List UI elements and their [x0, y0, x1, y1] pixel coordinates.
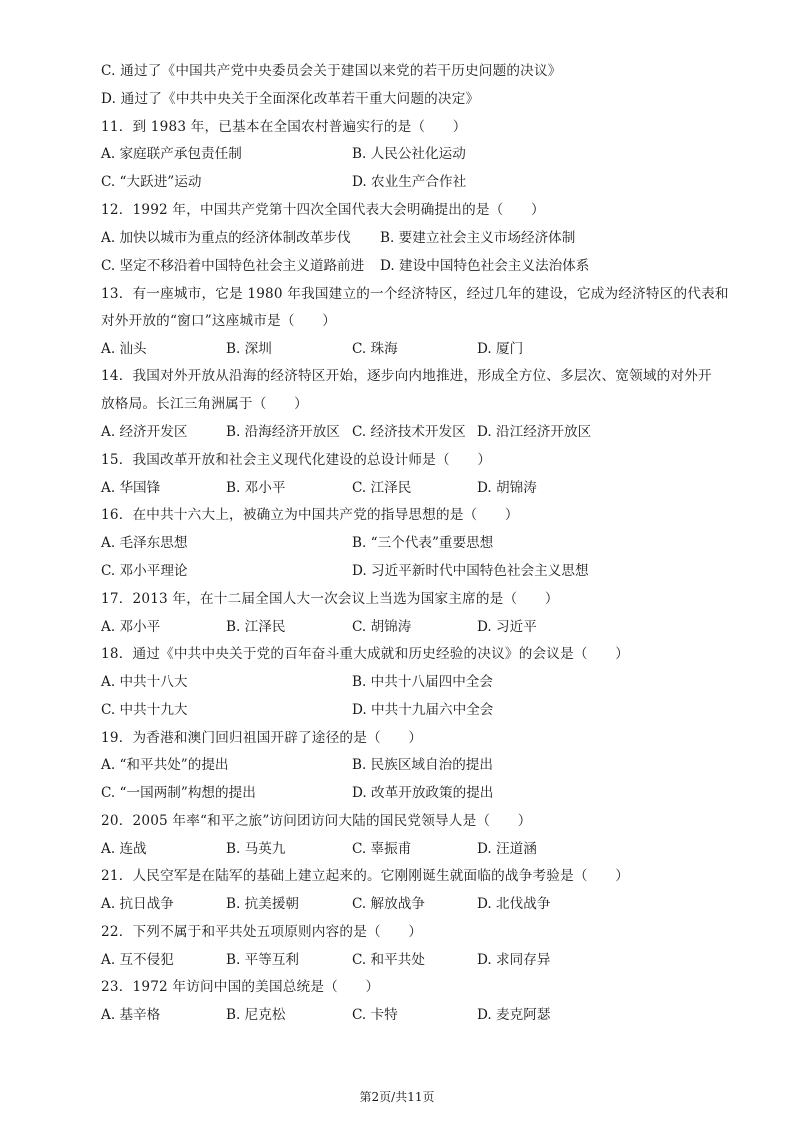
- q20-option-d: D. 汪道涵: [477, 841, 537, 857]
- q22-option-c: C. 和平共处: [352, 952, 425, 968]
- q14-option-b: B. 沿海经济开放区: [226, 424, 340, 440]
- q11-option-b: B. 人民公社化运动: [352, 146, 466, 162]
- q17-option-d: D. 习近平: [477, 619, 537, 635]
- q19-option-b: B. 民族区域自治的提出: [352, 757, 493, 773]
- q22-option-a: A. 互不侵犯: [101, 952, 174, 968]
- q19-option-c: C. “一国两制”构想的提出: [101, 785, 256, 801]
- q16-option-c: C. 邓小平理论: [101, 563, 188, 579]
- question-13: 13．有一座城市，它是 1980 年我国建立的一个经济特区，经过几年的建设，它成为经济特区的代表和: [101, 286, 729, 302]
- question-16: 16．在中共十六大上，被确立为中国共产党的指导思想的是（ ）: [101, 507, 519, 523]
- q17-option-b: B. 江泽民: [226, 619, 286, 635]
- q23-option-c: C. 卡特: [352, 1007, 398, 1023]
- q18-option-b: B. 中共十八届四中全会: [352, 674, 493, 690]
- q20-option-c: C. 辜振甫: [352, 841, 412, 857]
- q12-option-b: B. 要建立社会主义市场经济体制: [380, 230, 576, 246]
- q14-option-a: A. 经济开发区: [101, 424, 188, 440]
- q18-option-a: A. 中共十八大: [101, 674, 188, 690]
- question-14: 14．我国对外开放从沿海的经济特区开始，逐步向内地推进，形成全方位、多层次、宽领域的对外开: [101, 368, 712, 384]
- question-15: 15．我国改革开放和社会主义现代化建设的总设计师是（ ）: [101, 452, 492, 468]
- question-22: 22．下列不属于和平共处五项原则内容的是（ ）: [101, 924, 423, 940]
- q12-option-a: A. 加快以城市为重点的经济体制改革步伐: [101, 230, 351, 246]
- q13-option-d: D. 厦门: [477, 341, 524, 357]
- question-23: 23．1972 年访问中国的美国总统是（ ）: [101, 979, 380, 995]
- question-12: 12．1992 年，中国共产党第十四次全国代表大会明确提出的是（ ）: [101, 202, 545, 218]
- page-number-footer: 第2页/共11页: [359, 1090, 435, 1104]
- q15-option-c: C. 江泽民: [352, 480, 412, 496]
- q13-option-b: B. 深圳: [226, 341, 272, 357]
- q21-option-b: B. 抗美援朝: [226, 896, 300, 912]
- q21-option-c: C. 解放战争: [352, 896, 425, 912]
- q16-option-b: B. “三个代表”重要思想: [352, 535, 494, 551]
- question-14-cont: 放格局。长江三角洲属于（ ）: [101, 396, 308, 412]
- q16-option-a: A. 毛泽东思想: [101, 535, 188, 551]
- q14-option-c: C. 经济技术开发区: [352, 424, 466, 440]
- q23-option-d: D. 麦克阿瑟: [477, 1007, 551, 1023]
- question-11: 11．到 1983 年，已基本在全国农村普遍实行的是（ ）: [101, 119, 467, 135]
- q19-option-a: A. “和平共处”的提出: [101, 757, 229, 773]
- q12-option-d: D. 建设中国特色社会主义法治体系: [380, 258, 590, 274]
- q14-option-d: D. 沿江经济开放区: [477, 424, 592, 440]
- q15-option-b: B. 邓小平: [226, 480, 286, 496]
- q22-option-b: B. 平等互利: [226, 952, 300, 968]
- question-21: 21．人民空军是在陆军的基础上建立起来的。它刚刚诞生就面临的战争考验是（ ）: [101, 868, 630, 884]
- question-13-cont: 对外开放的“窗口”这座城市是（ ）: [101, 313, 336, 329]
- question-20: 20．2005 年率“和平之旅”访问团访问大陆的国民党领导人是（ ）: [101, 813, 532, 829]
- q11-option-d: D. 农业生产合作社: [352, 174, 467, 190]
- q13-option-c: C. 珠海: [352, 341, 398, 357]
- q18-option-d: D. 中共十九届六中全会: [352, 702, 494, 718]
- q16-option-d: D. 习近平新时代中国特色社会主义思想: [352, 563, 589, 579]
- q20-option-a: A. 连战: [101, 841, 147, 857]
- q20-option-b: B. 马英九: [226, 841, 286, 857]
- q21-option-a: A. 抗日战争: [101, 896, 174, 912]
- q12-option-c: C. 坚定不移沿着中国特色社会主义道路前进: [101, 258, 365, 274]
- q17-option-a: A. 邓小平: [101, 619, 161, 635]
- q18-option-c: C. 中共十九大: [101, 702, 188, 718]
- question-19: 19．为香港和澳门回归祖国开辟了途径的是（ ）: [101, 730, 423, 746]
- q23-option-b: B. 尼克松: [226, 1007, 286, 1023]
- q15-option-d: D. 胡锦涛: [477, 480, 537, 496]
- question-18: 18．通过《中共中央关于党的百年奋斗重大成就和历史经验的决议》的会议是（ ）: [101, 646, 630, 662]
- q17-option-c: C. 胡锦涛: [352, 619, 412, 635]
- q13-option-a: A. 汕头: [101, 341, 147, 357]
- q22-option-d: D. 求同存异: [477, 952, 551, 968]
- q15-option-a: A. 华国锋: [101, 480, 161, 496]
- q11-option-c: C. “大跃进”运动: [101, 174, 202, 190]
- q10-option-d: D. 通过了《中共中央关于全面深化改革若干重大问题的决定》: [101, 91, 480, 107]
- q21-option-d: D. 北伐战争: [477, 896, 551, 912]
- q10-option-c: C. 通过了《中国共产党中央委员会关于建国以来党的若干历史问题的决议》: [101, 63, 562, 79]
- q23-option-a: A. 基辛格: [101, 1007, 161, 1023]
- question-17: 17．2013 年，在十二届全国人大一次会议上当选为国家主席的是（ ）: [101, 591, 559, 607]
- q11-option-a: A. 家庭联产承包责任制: [101, 146, 242, 162]
- q19-option-d: D. 改革开放政策的提出: [352, 785, 494, 801]
